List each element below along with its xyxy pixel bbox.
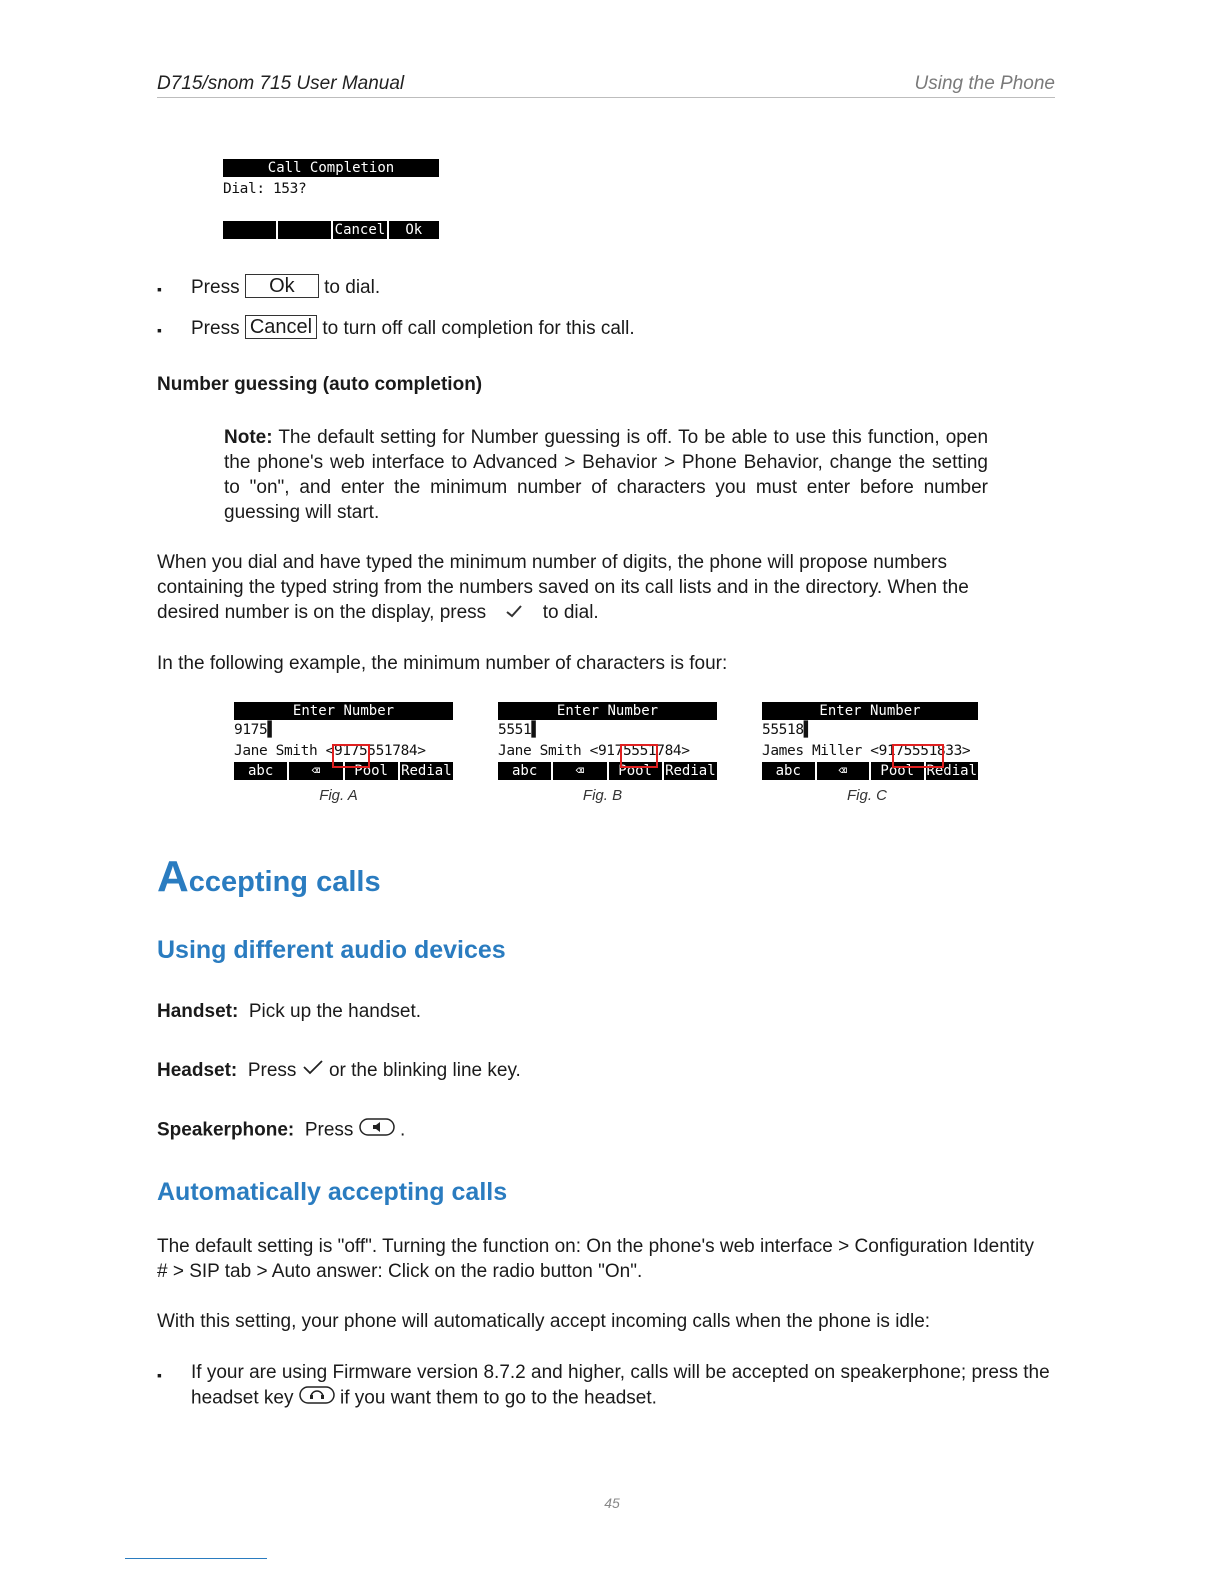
lcd-title: Enter Number <box>762 702 978 720</box>
headset-line <box>157 1058 521 1083</box>
lcd-contact: Jane Smith <9175551784> <box>234 743 426 759</box>
softkey-backspace: ⌫ <box>287 762 342 780</box>
lcd-contact: James Miller <9175551833> <box>762 743 971 759</box>
bullet-marker: ▪ <box>157 281 162 297</box>
cancel-key: Cancel <box>245 315 317 339</box>
press-ok-line <box>191 274 380 300</box>
lcd-call-completion <box>223 159 439 239</box>
lcd-contact: Jane Smith <9175551784> <box>498 743 690 759</box>
softkey-abc: abc <box>775 763 801 779</box>
check-icon <box>302 1058 324 1083</box>
handset-label: Handset: <box>157 1001 239 1022</box>
press-label: Press <box>191 318 240 339</box>
press-suffix: to dial. <box>324 277 381 298</box>
softkey-redial: Redial <box>924 762 979 780</box>
page-number: 45 <box>604 1495 620 1511</box>
lcd-dial-line: Dial: 153? <box>223 181 307 197</box>
header-section: Using the Phone <box>914 73 1055 94</box>
note-text: The default setting for Number guessing is off. To be able to use this function, open the phone's web interface to Advanced > Behavior > Phone Behavior, change the setting to "on", and enter the minimum number of characters you must enter before number guessing will start. <box>224 427 989 523</box>
note-label: Note: <box>224 427 273 448</box>
check-icon <box>505 600 523 625</box>
lcd-fig-c <box>762 702 978 780</box>
lcd-title: Enter Number <box>498 702 717 720</box>
bullet-marker: ▪ <box>157 322 162 338</box>
speaker-press: Press <box>304 1119 354 1141</box>
handset-line <box>157 999 421 1024</box>
header-rule <box>157 97 1055 98</box>
fig-b-caption: Fig. B <box>582 787 623 804</box>
firmware-text: If your are using Firmware version 8.7.2 and higher, calls will be accepted on speakerphone; press the headset key <box>191 1362 1050 1409</box>
softkey-2 <box>276 221 331 239</box>
press-cancel-line <box>191 315 635 341</box>
auto-accept-idle: With this setting, your phone will automatically accept incoming calls when the phone is idle: <box>157 1311 931 1332</box>
softkey-redial: Redial <box>398 762 453 780</box>
press-label: Press <box>191 277 240 298</box>
ok-key: Ok <box>245 274 319 298</box>
match-highlight <box>892 744 944 768</box>
softkey-ok: Ok <box>387 221 440 239</box>
heading-rest: ccepting calls <box>188 866 381 898</box>
fig-a-caption: Fig. A <box>319 787 358 804</box>
headset-text: or the blinking line key. <box>328 1060 521 1081</box>
softkey-pool: Pool <box>869 762 924 780</box>
footer-rule <box>125 1558 267 1559</box>
handset-text: Pick up the handset. <box>248 1001 422 1022</box>
softkey-1 <box>223 221 276 239</box>
lcd-fig-b <box>498 702 717 780</box>
guessing-text: When you dial and have typed the minimum number of digits, the phone will propose numbers containing the typed string from the numbers saved on its call lists and in the directory. When the desired number is on the display, press <box>157 552 969 623</box>
fig-c-caption: Fig. C <box>846 787 887 804</box>
audio-devices-heading: Using different audio devices <box>157 936 506 964</box>
guessing-paragraph <box>157 550 1027 625</box>
speaker-line <box>157 1117 405 1144</box>
softkey-redial: Redial <box>662 762 717 780</box>
speaker-label: Speakerphone: <box>157 1119 295 1141</box>
accepting-calls-heading <box>157 852 381 902</box>
press-suffix: to turn off call completion for this call. <box>322 318 635 339</box>
auto-accept-paragraph: The default setting is "off". Turning the function on: On the phone's web interface > Configuration Identity # > SIP tab > Auto answer: Click on the radio button "On". <box>157 1236 1035 1282</box>
firmware-bullet <box>191 1360 1051 1412</box>
headset-press: Press <box>247 1060 297 1081</box>
softkey-backspace: ⌫ <box>815 762 870 780</box>
firmware-text-end: if you want them to go to the headset. <box>340 1387 657 1409</box>
softkey-pool: Pool <box>343 762 398 780</box>
headset-key-icon <box>299 1385 335 1412</box>
header-title: D715/snom 715 User Manual <box>157 73 405 94</box>
softkey-abc: abc <box>247 763 274 779</box>
softkey-pool: Pool <box>607 762 662 780</box>
match-highlight <box>332 744 370 768</box>
lcd-typed: 9175▌ <box>234 722 276 738</box>
lcd-softkeys <box>762 762 978 780</box>
example-intro: In the following example, the minimum number of characters is four: <box>157 653 728 674</box>
number-guessing-heading: Number guessing (auto completion) <box>157 374 483 395</box>
lcd-typed: 5551▌ <box>498 722 540 738</box>
auto-accept-heading: Automatically accepting calls <box>157 1178 508 1206</box>
guessing-text-end: to dial. <box>542 602 599 623</box>
lcd-typed: 55518▌ <box>762 722 812 738</box>
lcd-title: Enter Number <box>234 702 453 720</box>
note-block <box>224 425 988 525</box>
lcd-softkeys <box>223 221 439 239</box>
heading-initial: A <box>157 852 189 901</box>
speaker-key-icon <box>359 1117 395 1144</box>
lcd-softkeys <box>498 762 717 780</box>
lcd-fig-a <box>234 702 453 780</box>
softkey-abc: abc <box>511 763 538 779</box>
softkey-backspace: ⌫ <box>551 762 606 780</box>
match-highlight <box>620 744 658 768</box>
lcd-title: Call Completion <box>223 159 439 177</box>
speaker-end: . <box>399 1119 406 1141</box>
bullet-marker: ▪ <box>157 1367 162 1383</box>
softkey-cancel: Cancel <box>331 221 386 239</box>
headset-label: Headset: <box>157 1060 238 1081</box>
